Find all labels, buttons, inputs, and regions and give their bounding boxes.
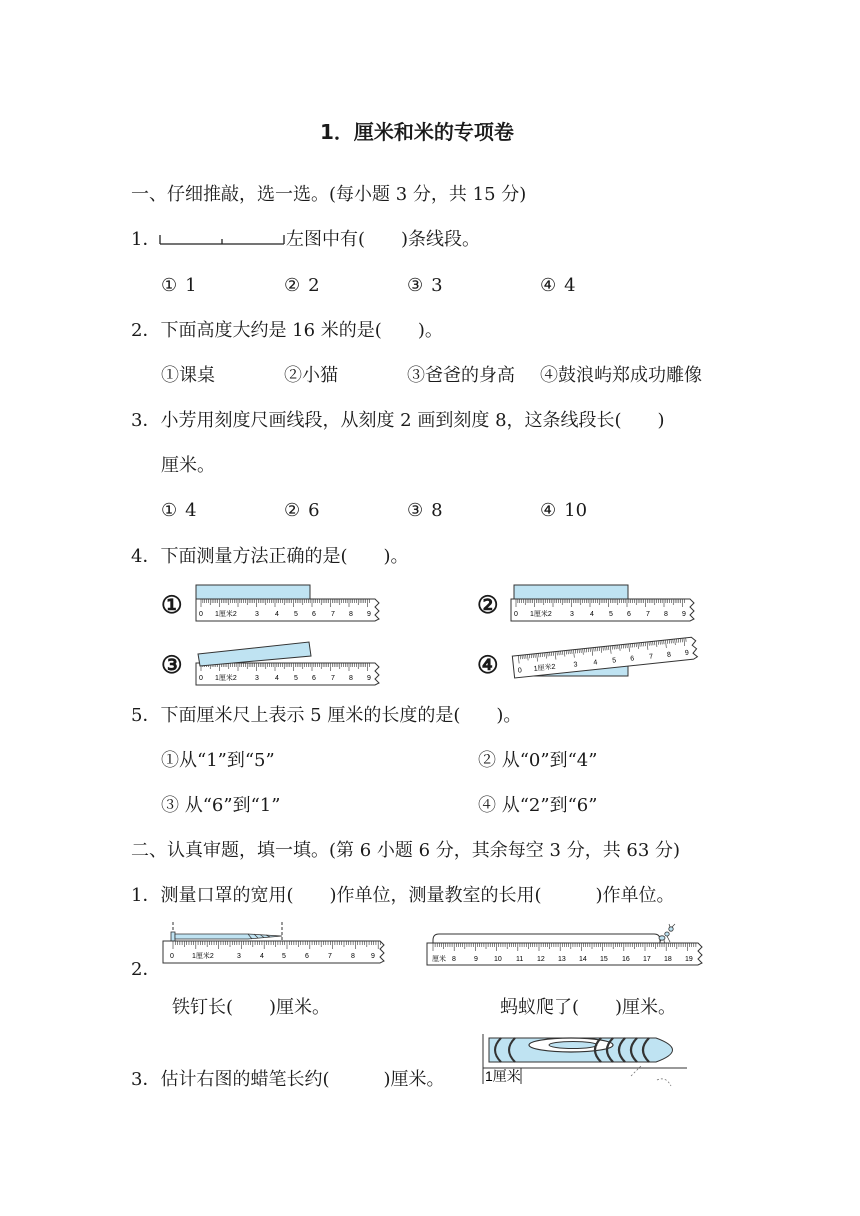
q4-figure-3 (195, 640, 385, 688)
q5-option-4[interactable]: ④ 从“2”到“6” (478, 795, 598, 816)
ruler-number: 11 (516, 956, 524, 963)
ant-caption: 蚂蚁爬了( )厘米。 (500, 997, 677, 1018)
q4-label-3[interactable]: ③ (161, 650, 183, 679)
ruler-number: 15 (600, 956, 608, 963)
ruler-number: 4 (260, 953, 264, 960)
ruler-number: 4 (593, 659, 598, 667)
q2-option-1[interactable]: ①课桌 (161, 365, 215, 386)
ruler-number: 4 (590, 611, 594, 618)
ruler-number: 8 (351, 953, 355, 960)
ruler-number: 17 (643, 956, 651, 963)
ruler-number: 7 (331, 675, 335, 682)
q5-option-3[interactable]: ③ 从“6”到“1” (161, 795, 281, 816)
q4-label-2[interactable]: ② (477, 590, 499, 619)
s2-q3-text: 3．估计右图的蜡笔长约( )厘米。 (131, 1069, 445, 1090)
ruler-number: 3 (570, 611, 574, 618)
q5-option-2[interactable]: ② 从“0”到“4” (478, 750, 598, 771)
ruler-number: 1厘米2 (533, 663, 556, 673)
ruler-number: 8 (666, 651, 672, 659)
ruler-number: 8 (349, 675, 353, 682)
ruler-number: 9 (682, 611, 686, 618)
section1-heading: 一、仔细推敲，选一选。(每小题 3 分，共 15 分) (131, 184, 527, 205)
q4-figure-4 (510, 636, 710, 688)
ruler-number: 5 (294, 675, 298, 682)
ruler-number: 3 (255, 611, 259, 618)
ruler-number: 9 (684, 649, 690, 658)
q1-text: 左图中有( )条线段。 (286, 229, 481, 250)
q1-option-4[interactable]: ④ 4 (540, 275, 576, 296)
ruler-number: 5 (612, 657, 617, 665)
s2-q1-text: 1．测量口罩的宽用( )作单位，测量教室的长用( )作单位。 (131, 885, 675, 906)
ruler-number: 0 (199, 611, 203, 618)
paper-strip (196, 585, 310, 599)
ruler-number: 9 (474, 956, 478, 963)
ruler-number: 19 (685, 956, 693, 963)
ruler-number: 9 (367, 675, 371, 682)
ruler-number: 0 (170, 953, 174, 960)
crayon-figure (481, 1030, 696, 1092)
s2-q2-number: 2． (131, 959, 161, 980)
nail-caption: 铁钉长( )厘米。 (172, 997, 331, 1018)
ruler-number: 6 (629, 655, 635, 663)
q3-option-4[interactable]: ④ 10 (540, 500, 588, 521)
ruler-number: 8 (452, 956, 456, 963)
q4-figure-2 (510, 584, 700, 624)
q3-option-1[interactable]: ① 4 (161, 500, 197, 521)
crayon-icon (489, 1038, 673, 1062)
ruler-number: 4 (275, 611, 279, 618)
ruler-number: 5 (282, 953, 286, 960)
q3-text-line1: 3．小芳用刻度尺画线段，从刻度 2 画到刻度 8，这条线段长( ) (131, 410, 665, 431)
q4-label-1[interactable]: ① (161, 590, 183, 619)
ruler-number: 12 (537, 956, 545, 963)
ruler-number: 10 (494, 956, 502, 963)
q1-option-2[interactable]: ② 2 (284, 275, 320, 296)
q5-text: 5．下面厘米尺上表示 5 厘米的长度的是( )。 (131, 705, 522, 726)
q2-option-4[interactable]: ④鼓浪屿郑成功雕像 (540, 365, 702, 386)
q4-text: 4．下面测量方法正确的是( )。 (131, 546, 409, 567)
ruler (511, 599, 694, 621)
ruler-number: 7 (331, 611, 335, 618)
ruler-number: 1厘米2 (215, 675, 237, 682)
ruler-number: 0 (514, 611, 518, 618)
ruler-number: 6 (627, 611, 631, 618)
ruler-number: 4 (275, 675, 279, 682)
ruler (427, 943, 702, 965)
q1-option-3[interactable]: ③ 3 (407, 275, 443, 296)
segment-figure (158, 232, 286, 248)
ruler-number: 6 (312, 675, 316, 682)
section2-heading: 二、认真审题，填一填。(第 6 小题 6 分，其余每空 3 分，共 63 分) (131, 840, 681, 861)
ruler-number: 1厘米2 (215, 611, 237, 618)
q3-option-3[interactable]: ③ 8 (407, 500, 443, 521)
q1-option-1[interactable]: ① 1 (161, 275, 197, 296)
ruler-number: 8 (349, 611, 353, 618)
q1-number: 1． (131, 229, 161, 250)
ruler-number: 8 (664, 611, 668, 618)
page-title: 1．厘米和米的专项卷 (320, 120, 514, 144)
paper-strip (514, 585, 628, 599)
ruler-number: 5 (609, 611, 613, 618)
ruler (196, 663, 379, 685)
ruler-number: 0 (517, 667, 523, 675)
q3-text-line2: 厘米。 (161, 455, 215, 476)
q2-option-2[interactable]: ②小猫 (284, 365, 338, 386)
ruler-number: 7 (648, 653, 654, 661)
ruler-number: 1厘米2 (530, 611, 552, 618)
q4-figure-1 (195, 584, 385, 624)
ruler-number: 14 (579, 956, 587, 963)
ruler-number: 7 (328, 953, 332, 960)
q5-option-1[interactable]: ①从“1”到“5” (161, 750, 275, 771)
ruler (196, 599, 379, 621)
ruler-number: 9 (371, 953, 375, 960)
paper-strip-tilted (198, 642, 311, 666)
q2-option-3[interactable]: ③爸爸的身高 (407, 365, 515, 386)
ruler-number: 6 (305, 953, 309, 960)
q4-label-4[interactable]: ④ (477, 650, 499, 679)
ruler-number: 0 (199, 675, 203, 682)
ruler-number: 18 (664, 956, 672, 963)
ruler-number: 13 (558, 956, 566, 963)
ruler (163, 941, 384, 963)
ruler-number: 16 (622, 956, 630, 963)
ruler-number: 3 (237, 953, 241, 960)
q2-text: 2．下面高度大约是 16 米的是( )。 (131, 320, 443, 341)
q3-option-2[interactable]: ② 6 (284, 500, 320, 521)
ruler-number: 3 (573, 661, 578, 669)
ruler-number: 5 (294, 611, 298, 618)
ruler-number: 1厘米2 (192, 953, 214, 960)
ruler-number: 6 (312, 611, 316, 618)
ruler-number: 3 (255, 675, 259, 682)
unit-label: 1厘米 (485, 1068, 521, 1084)
nail-ruler-figure (162, 920, 392, 972)
ruler-number: 7 (646, 611, 650, 618)
ant-ruler-figure (426, 922, 711, 974)
ruler-unit-label: 厘米 (432, 956, 446, 963)
ruler-number: 9 (367, 611, 371, 618)
